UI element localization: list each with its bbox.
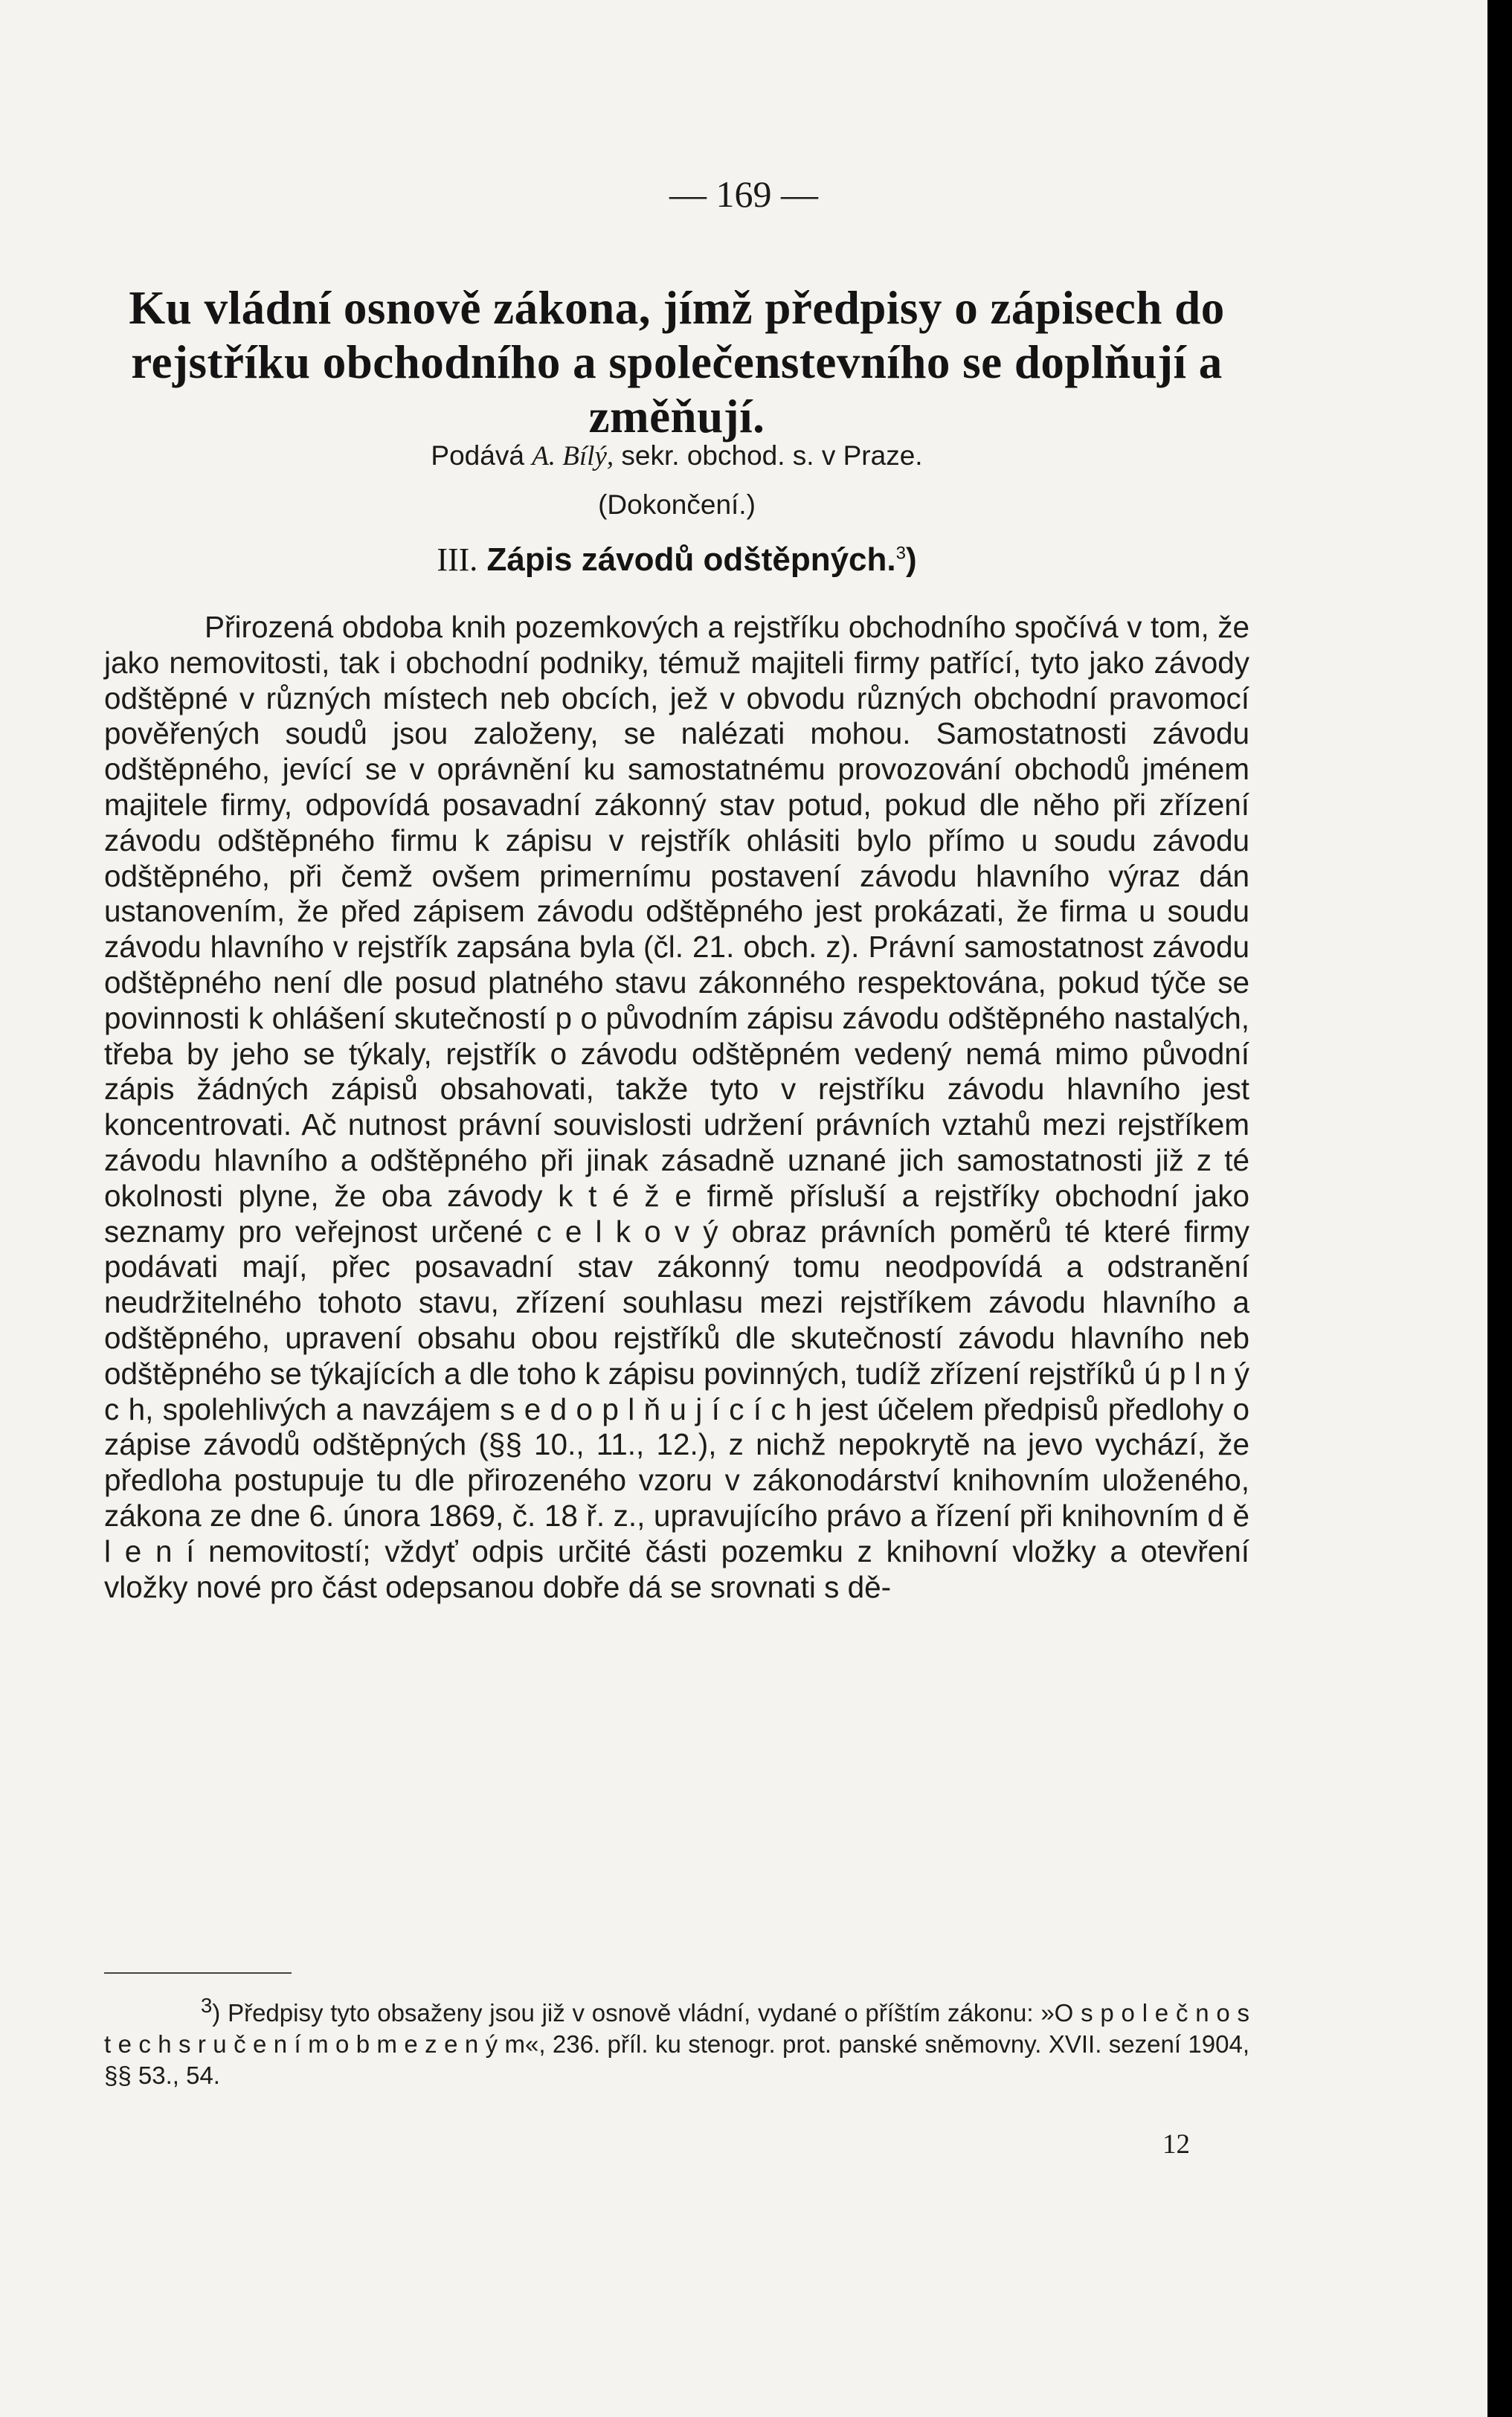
section-heading (0, 541, 1354, 579)
author-affiliation: sekr. obchod. s. v Praze. (621, 440, 923, 471)
continued-note: (Dokončení.) (598, 489, 756, 520)
sheet-signature: 12 (1162, 2129, 1190, 2160)
body-paragraph: Přirozená obdoba knih pozemkových a rejstříku obchodního spočívá v tom, že jako nemovitosti, tak i obchodní podniky, témuž majiteli firmy patřící, tyto jako závody odštěpné v různých místech neb obcích, jež v obvodu různých obchodní pravomocí pověřených soudů jsou založeny, se nalézati mohou. Samostatnosti závodu odštěpného, jevící se v oprávnění ku samostatnému provozování obchodů jménem majitele firmy, odpovídá posavadní zákonný stav potud, pokud dle něho při zřízení závodu odštěpného firmu k zápisu v rejstřík ohlásiti bylo přímo u soudu závodu odštěpného, při čemž ovšem primernímu postavení závodu hlavního výraz dán ustanovením, že před zápisem závodu odštěpného jest prokázati, že firma u soudu závodu hlavního v rejstřík zapsána byla (čl. 21. obch. z). Právní samostatnost závodu odštěpného není dle posud platného stavu zákonného respektována, pokud týče se povinnosti k ohlášení skutečností p o původním zápisu závodu odštěpného nastalých, třeba by jeho se týkaly, rejstřík o závodu odštěpném vedený nemá mimo původní zápis žádných zápisů obsahovati, takže tyto v rejstříku závodu hlavního jest koncentrovati. Ač nutnost právní souvislosti udržení právních vztahů mezi rejstříkem závodu hlavního a odštěpného při jinak zásadně uznané jich samostatnosti již z té okolnosti plyne, že oba závody k t é ž e firmě přísluší a rejstříky obchodní jako seznamy pro veřejnost určené c e l k o v ý obraz právních poměrů té které firmy podávati mají, přec posavadní stav zákonný tomu neodpovídá a odstranění neudržitelného tohoto stavu, zřízení souhlasu mezi rejstříkem závodu hlavního a odštěpného, upravení obsahu obou rejstříků dle skutečností závodu hlavního neb odštěpného se týkajících a dle toho k zápisu povinných, tudíž zřízení rejstříků ú p l n ý c h, spolehlivých a navzájem s e d o p l ň u j í c í c h jest účelem předpisů předlohy o zápise závodů odštěpných (§§ 10., 11., 12.), z nichž nepokrytě na jevo vychází, že předloha postupuje tu dle přirozeného vzoru v zákonodárství knihovním uloženého, zákona ze dne 6. února 1869, č. 18 ř. z., upravujícího právo a řízení při knihovním d ě l e n í nemovitostí; vždyť odpis určité části pozemku z knihovní vložky a otevření vložky nové pro část odepsanou dobře dá se srovnati s dě- (104, 610, 1249, 1604)
footnote-divider (104, 1972, 292, 1974)
section-close-paren: ) (906, 541, 917, 578)
author-name: A. Bílý, (532, 441, 614, 472)
scan-edge (1487, 0, 1512, 2417)
footnote-mark: 3 (201, 1994, 213, 2017)
footnote (104, 1990, 1249, 2091)
page-number: — 169 — (669, 173, 818, 215)
footnote-text: ) Předpisy tyto obsaženy jsou již v osnově vládní, vydané o příštím zákonu: »O s p o l e č n o s t e c h s r u č e n í m o b m e z e n ý m«, 236. příl. ku stenogr. prot. panské sněmovny. XVII. sezení 1904, §§ 53., 54. (104, 1999, 1249, 2089)
byline (0, 440, 1354, 472)
section-title: Zápis závodů odštěpných. (486, 541, 896, 578)
footnote-reference: 3 (895, 543, 906, 564)
article-title: Ku vládní osnově zákona, jímž předpisy o zápisech do rejstříku obchodního a společenstevního se doplňují a změňují. (129, 282, 1225, 442)
section-number: III. (437, 541, 478, 578)
byline-prefix: Podává (431, 440, 524, 471)
